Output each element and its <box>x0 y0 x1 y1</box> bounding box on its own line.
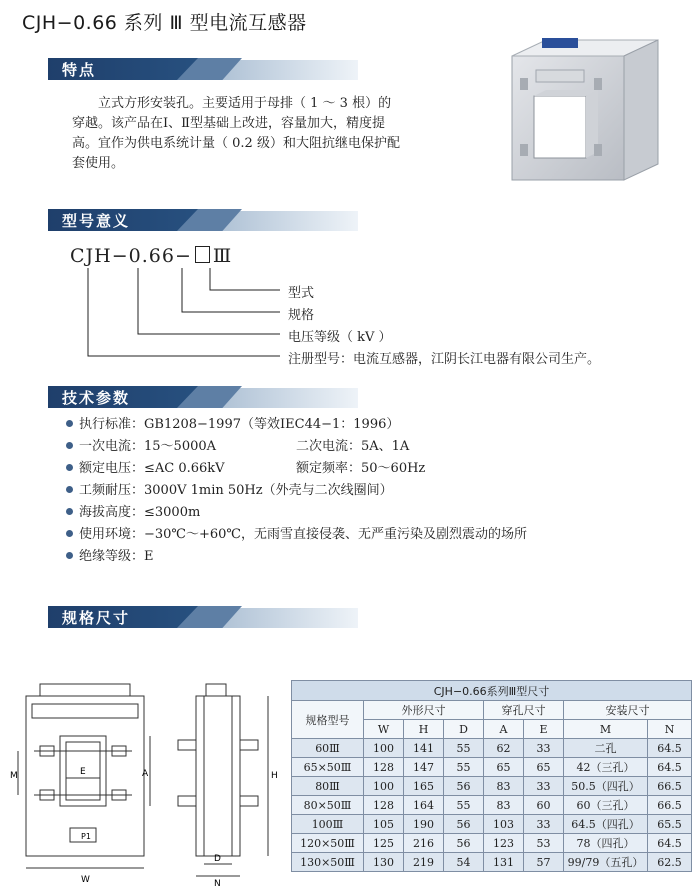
front-view-drawing <box>8 678 158 888</box>
side-label-h: H <box>271 771 278 781</box>
section-banner-model <box>48 209 348 231</box>
section-banner-features <box>48 58 348 80</box>
bullet-icon <box>66 464 73 471</box>
th-m: M <box>564 720 648 739</box>
legend-spec: 规格 <box>288 308 315 323</box>
table-row: 130×50Ⅲ 130 219 54 131 57 99/79（五孔） 62.5 <box>292 853 692 872</box>
bullet-icon <box>66 552 73 559</box>
section-banner-params <box>48 386 348 408</box>
side-view-drawing <box>168 678 288 888</box>
table-caption: CJH−0.66系列Ⅲ型尺寸 <box>292 681 692 701</box>
bullet-icon <box>66 442 73 449</box>
front-label-a: A <box>142 769 149 779</box>
product-photo <box>506 34 668 184</box>
features-text: 立式方形安装孔。主要适用于母排（ 1 ～ 3 根）的 穿越。该产品在Ⅰ、Ⅱ型基础上改进，容量加大，精度提 高。宜作为供电系统计量（ 0.2 级）和大阻抗继电保护配 套使用。 <box>72 96 400 171</box>
th-spec: 规格型号 <box>292 701 364 739</box>
section-title-model: 型号意义 <box>62 212 131 230</box>
model-code: CJH−0.66− Ⅲ <box>70 245 233 267</box>
th-hole: 穿孔尺寸 <box>484 701 564 720</box>
th-mount: 安装尺寸 <box>564 701 692 720</box>
table-row: 80Ⅲ 100 165 56 83 33 50.5（四孔） 66.5 <box>292 777 692 796</box>
legend-type: 型式 <box>288 286 315 301</box>
legend-voltage: 电压等级（ kV ） <box>288 330 392 345</box>
legend-registered: 注册型号：电流互感器，江阴长江电器有限公司生产。 <box>288 352 601 367</box>
table-row: 65×50Ⅲ 128 147 55 65 65 42（三孔） 64.5 <box>292 758 692 777</box>
th-w: W <box>364 720 404 739</box>
front-label-m: M <box>10 771 18 781</box>
bullet-icon <box>66 508 73 515</box>
th-a: A <box>484 720 524 739</box>
param-row: 海拔高度：≤3000m <box>66 502 200 524</box>
section-title-features: 特点 <box>62 61 97 79</box>
th-d: D <box>444 720 484 739</box>
table-row: 120×50Ⅲ 125 216 56 123 53 78（四孔） 64.5 <box>292 834 692 853</box>
th-outer: 外形尺寸 <box>364 701 484 720</box>
param-row: 执行标准：GB1208−1997（等效IEC44−1：1996） <box>66 414 399 436</box>
section-title-params: 技术参数 <box>62 389 131 407</box>
side-label-n: N <box>214 879 221 888</box>
bullet-icon <box>66 486 73 493</box>
front-label-e: E <box>80 767 86 777</box>
param-row: 使用环境：−30℃～+60℃，无雨雪直接侵袭、无严重污染及剧烈震动的场所 <box>66 524 527 546</box>
spec-table <box>291 680 692 872</box>
param-row: 工频耐压：3000V 1min 50Hz（外壳与二次线圈间） <box>66 480 393 502</box>
param-row: 额定电压：≤AC 0.66kV 额定频率：50～60Hz <box>66 458 225 480</box>
param-row: 绝缘等级：E <box>66 546 154 568</box>
table-row: 100Ⅲ 105 190 56 103 33 64.5（四孔） 65.5 <box>292 815 692 834</box>
section-banner-dimensions <box>48 606 348 628</box>
bullet-icon <box>66 530 73 537</box>
table-row: 80×50Ⅲ 128 164 55 83 60 60（三孔） 66.5 <box>292 796 692 815</box>
param-row: 一次电流：15～5000A 二次电流：5A、1A <box>66 436 216 458</box>
th-n: N <box>648 720 692 739</box>
side-label-d: D <box>214 854 221 864</box>
bullet-icon <box>66 420 73 427</box>
th-h: H <box>404 720 444 739</box>
front-label-w: W <box>81 875 90 885</box>
front-label-pt: P1 <box>81 832 91 841</box>
table-row: 60Ⅲ 100 141 55 62 33 二孔 64.5 <box>292 739 692 758</box>
section-title-dimensions: 规格尺寸 <box>62 609 131 627</box>
page-title: CJH−0.66 系列 Ⅲ 型电流互感器 <box>22 12 307 34</box>
th-e: E <box>524 720 564 739</box>
